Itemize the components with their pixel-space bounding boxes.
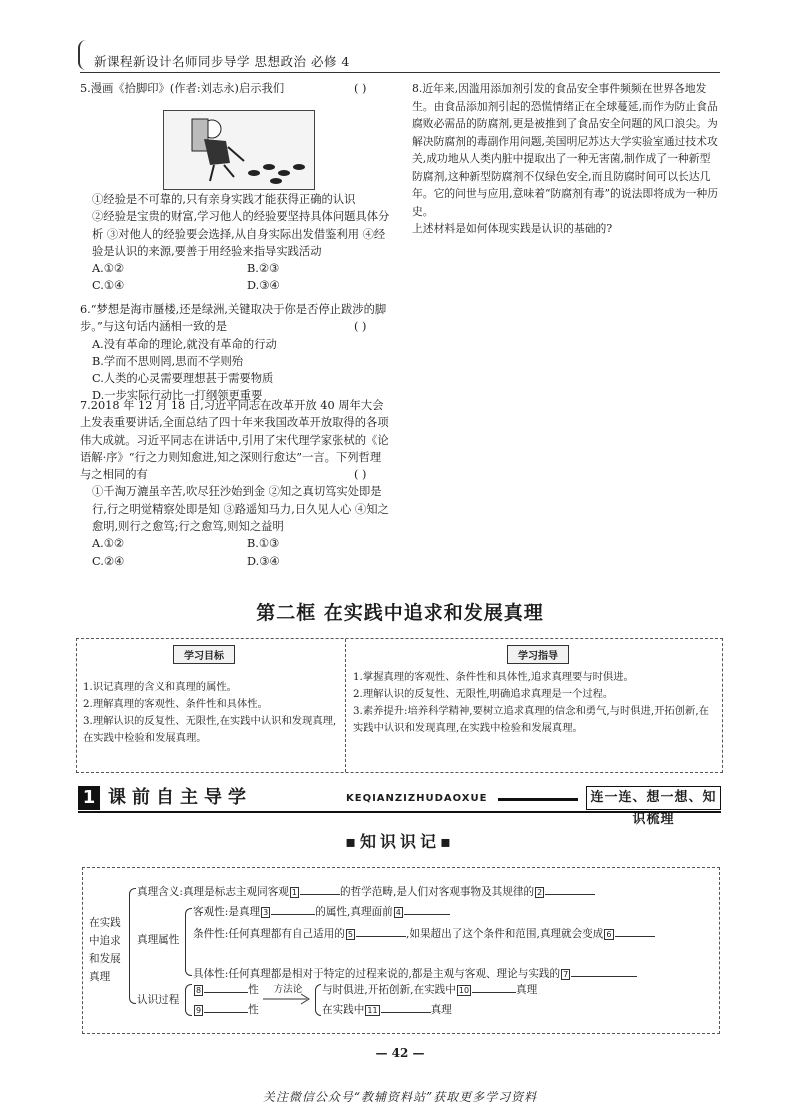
fill-blank-2[interactable] [545,882,595,895]
header-ornament [78,40,88,70]
goal-item: 2.理解真理的客观性、条件性和具体性。 [83,698,268,710]
method-text: 真理 [430,1004,452,1016]
tree-root-line: 中追求 [89,935,121,947]
blank-number: 1 [291,888,297,897]
fill-blank-11[interactable] [381,1000,431,1013]
header-rule [80,72,720,73]
fill-blank-1[interactable] [300,882,340,895]
blank-number: 4 [395,908,401,917]
process-brace [185,984,192,1016]
tree-root-line: 在实践 [89,917,121,929]
tree-definition [137,882,595,900]
tree-method-10 [322,980,537,998]
fill-blank-9[interactable] [204,1000,248,1013]
q5-choice-a[interactable]: A.①② [92,262,125,276]
learning-goals-list [83,679,339,747]
method-text: 在实践中 [322,1004,365,1016]
blank-number: 5 [347,930,353,939]
knowledge-tree-box [82,867,720,1034]
banner-number: 1 [78,786,100,810]
q5-statement-1: ①经验是不可靠的,只有亲身实践才能获得正确的认识 [92,193,356,206]
process-suffix: 性 [248,984,259,996]
blank-number: 10 [458,986,470,995]
q6-option-d[interactable]: D.一步实际行动比一打纲领更重要 [92,389,263,403]
tree-root [89,914,131,986]
cartoon-man-collecting-footprints-icon [164,111,314,189]
tree-objectivity [193,902,450,920]
attr-brace [185,908,192,976]
tree-root-line: 和发展 [89,953,121,965]
q5-choice-d[interactable]: D.③④ [247,279,280,293]
fill-blank-10[interactable] [472,980,516,993]
blank-number: 9 [196,1006,202,1015]
banner-bar [498,798,578,801]
question-7 [80,397,390,570]
q8-material: 8.近年来,因滥用添加剂引发的食品安全事件频频在世界各地发生。由食品添加剂引起的恐慌情绪正在全球蔓延,而作为防止食品腐败必需品的防腐剂,更是被推到了食品安全问题的风口浪尖。为解决防腐剂的毒副作用问题,美国明尼苏达大学实验室通过技术攻关,成功地从人类内脏中提取出了一种无害菌,制作成了一种新型防腐剂,这种新型防腐剂不仅绿色安全,而且防腐时间可以长达几年。它的问世与应用,意味着“防腐剂有毒”的说法即将成为一种历史。 [412,82,718,218]
q5-stem: 5.漫画《拾脚印》(作者:刘志永)启示我们 [80,82,285,95]
conditionality-text: ,如果超出了这个条件和范围,真理就会变成 [405,928,604,940]
q6-option-b[interactable]: B.学而不思则罔,思而不学则殆 [92,354,244,368]
learning-guidance-tag: 学习指导 [507,645,569,664]
question-8 [412,80,718,238]
banner-underline [78,811,721,813]
learning-guidance-list [353,669,715,737]
blank-number: 7 [563,970,569,979]
q5-statement-2: ②经验是宝贵的财富,学习他人的经验要坚持具体问题具体分析 ③对他人的经验要会选择,从自身实际出发借鉴利用 ④经验是认识的来源,要善于用经验来指导实践活动 [92,210,390,258]
section-title: 第二框 在实践中追求和发展真理 [256,602,544,624]
tree-method-11 [322,1000,452,1018]
tree-conditionality [193,924,708,942]
blank-number: 11 [367,1006,378,1015]
q7-answer-paren: ( ) [354,468,367,482]
goal-item: 3.理解认识的反复性、无限性,在实践中认识和发现真理,在实践中检验和发展真理。 [83,715,337,744]
q6-stem: 6.“梦想是海市蜃楼,还是绿洲,关键取决于你是否停止跋涉的脚步。”与这句话内涵相一致的是 [80,303,387,334]
tree-process-9 [193,1000,259,1018]
objectivity-text: 客观性:是真理 [193,906,261,918]
footer-note: 关注微信公众号“教辅资料站”获取更多学习资料 [262,1090,538,1104]
tree-process-8 [193,980,259,998]
q7-stem: 7.2018 年 12 月 18 日,习近平同志在改革开放 40 周年大会上发表重要讲话,全面总结了四十年来我国改革开放取得的各项伟大成就。习近平同志在讲话中,引用了宋代理学家张栻的《论语解·序》“行之力则知愈进,知之深则行愈达”一言。下列哲理与之相同的有 [80,399,389,482]
method-brace [315,984,321,1016]
guidance-item: 3.素养提升:培养科学精神,要树立追求真理的信念和勇气,与时俱进,开拓创新,在实践中认识和发现真理,在实践中检验和发展真理。 [353,705,709,734]
banner-subtitle: 连一连、想一想、知识梳理 [586,786,721,810]
q6-option-c[interactable]: C.人类的心灵需要理想甚于需要物质 [92,372,274,386]
tree-root-line: 真理 [89,971,111,983]
definition-text: 的哲学范畴,是人们对客观事物及其规律的 [339,886,535,898]
goal-item: 1.识记真理的含义和真理的属性。 [83,681,237,693]
guidance-item: 2.理解认识的反复性、无限性,明确追求真理是一个过程。 [353,688,614,700]
fill-blank-4[interactable] [404,902,450,915]
q7-statements: ①千淘万漉虽辛苦,吹尽狂沙始到金 ②知之真切笃实处即是行,行之明觉精察处即是知 ③路遥知马力,日久见人心 ④知之愈明,则行之愈笃;行之愈笃,则知之益明 [92,485,389,534]
page-header: 新课程新设计名师同步导学 思想政治 必修 4 [94,54,350,69]
page-number: — 42 — [375,1046,425,1060]
definition-text: 真理含义:真理是标志主观同客观 [137,886,289,898]
fill-blank-5[interactable] [356,924,406,937]
blank-number: 3 [263,908,269,917]
blank-number: 8 [196,986,202,995]
q7-choice-c[interactable]: C.②④ [92,554,125,568]
q7-choice-a[interactable]: A.①② [92,537,125,551]
method-label: 方法论 [273,984,303,995]
conditionality-text: 条件性:任何真理都有自己适用的 [193,928,345,940]
goals-divider [345,639,346,772]
fill-blank-6[interactable] [615,924,655,937]
q5-choice-b[interactable]: B.②③ [247,262,280,276]
root-brace [129,888,136,1004]
fill-blank-3[interactable] [271,902,315,915]
process-suffix: 性 [248,1004,259,1016]
q7-choice-d[interactable]: D.③④ [247,554,280,568]
question-5 [80,80,390,97]
banner-pinyin: KEQIANZIZHUDAOXUE [346,793,488,804]
attr-label: 真理属性 [137,934,180,946]
right-arrow-icon [263,992,315,1006]
fill-blank-8[interactable] [204,980,248,993]
q5-cartoon [163,110,315,190]
knowledge-title: ▪知识识记▪ [345,832,455,851]
objectivity-text: 的属性,真理面前 [315,906,393,918]
q7-choice-b[interactable]: B.①③ [247,537,280,551]
q5-choice-c[interactable]: C.①④ [92,279,125,293]
section-banner [78,786,721,827]
method-text: 真理 [516,984,538,996]
method-text: 与时俱进,开拓创新,在实践中 [322,984,456,996]
guidance-item: 1.掌握真理的客观性、条件性和具体性,追求真理要与时俱进。 [353,671,634,683]
learning-goals-box [76,638,723,773]
process-label: 认识过程 [137,994,180,1006]
blank-number: 6 [606,930,612,939]
question-6 [80,301,390,405]
blank-number: 2 [537,888,543,897]
q5-body [80,191,390,295]
specificity-text: 具体性:任何真理都是相对于特定的过程来说的,都是主观与客观、理论与实践的 [193,968,561,980]
knowledge-title-text: 知识识记 [359,832,440,851]
q5-answer-paren: ( ) [354,82,367,95]
fill-blank-7[interactable] [571,964,637,977]
q8-question: 上述材料是如何体现实践是认识的基础的? [412,222,613,235]
learning-goals-tag: 学习目标 [173,645,235,664]
q6-answer-paren: ( ) [354,320,367,334]
banner-title: 课前自主导学 [108,787,252,808]
q6-option-a[interactable]: A.没有革命的理论,就没有革命的行动 [92,337,277,351]
